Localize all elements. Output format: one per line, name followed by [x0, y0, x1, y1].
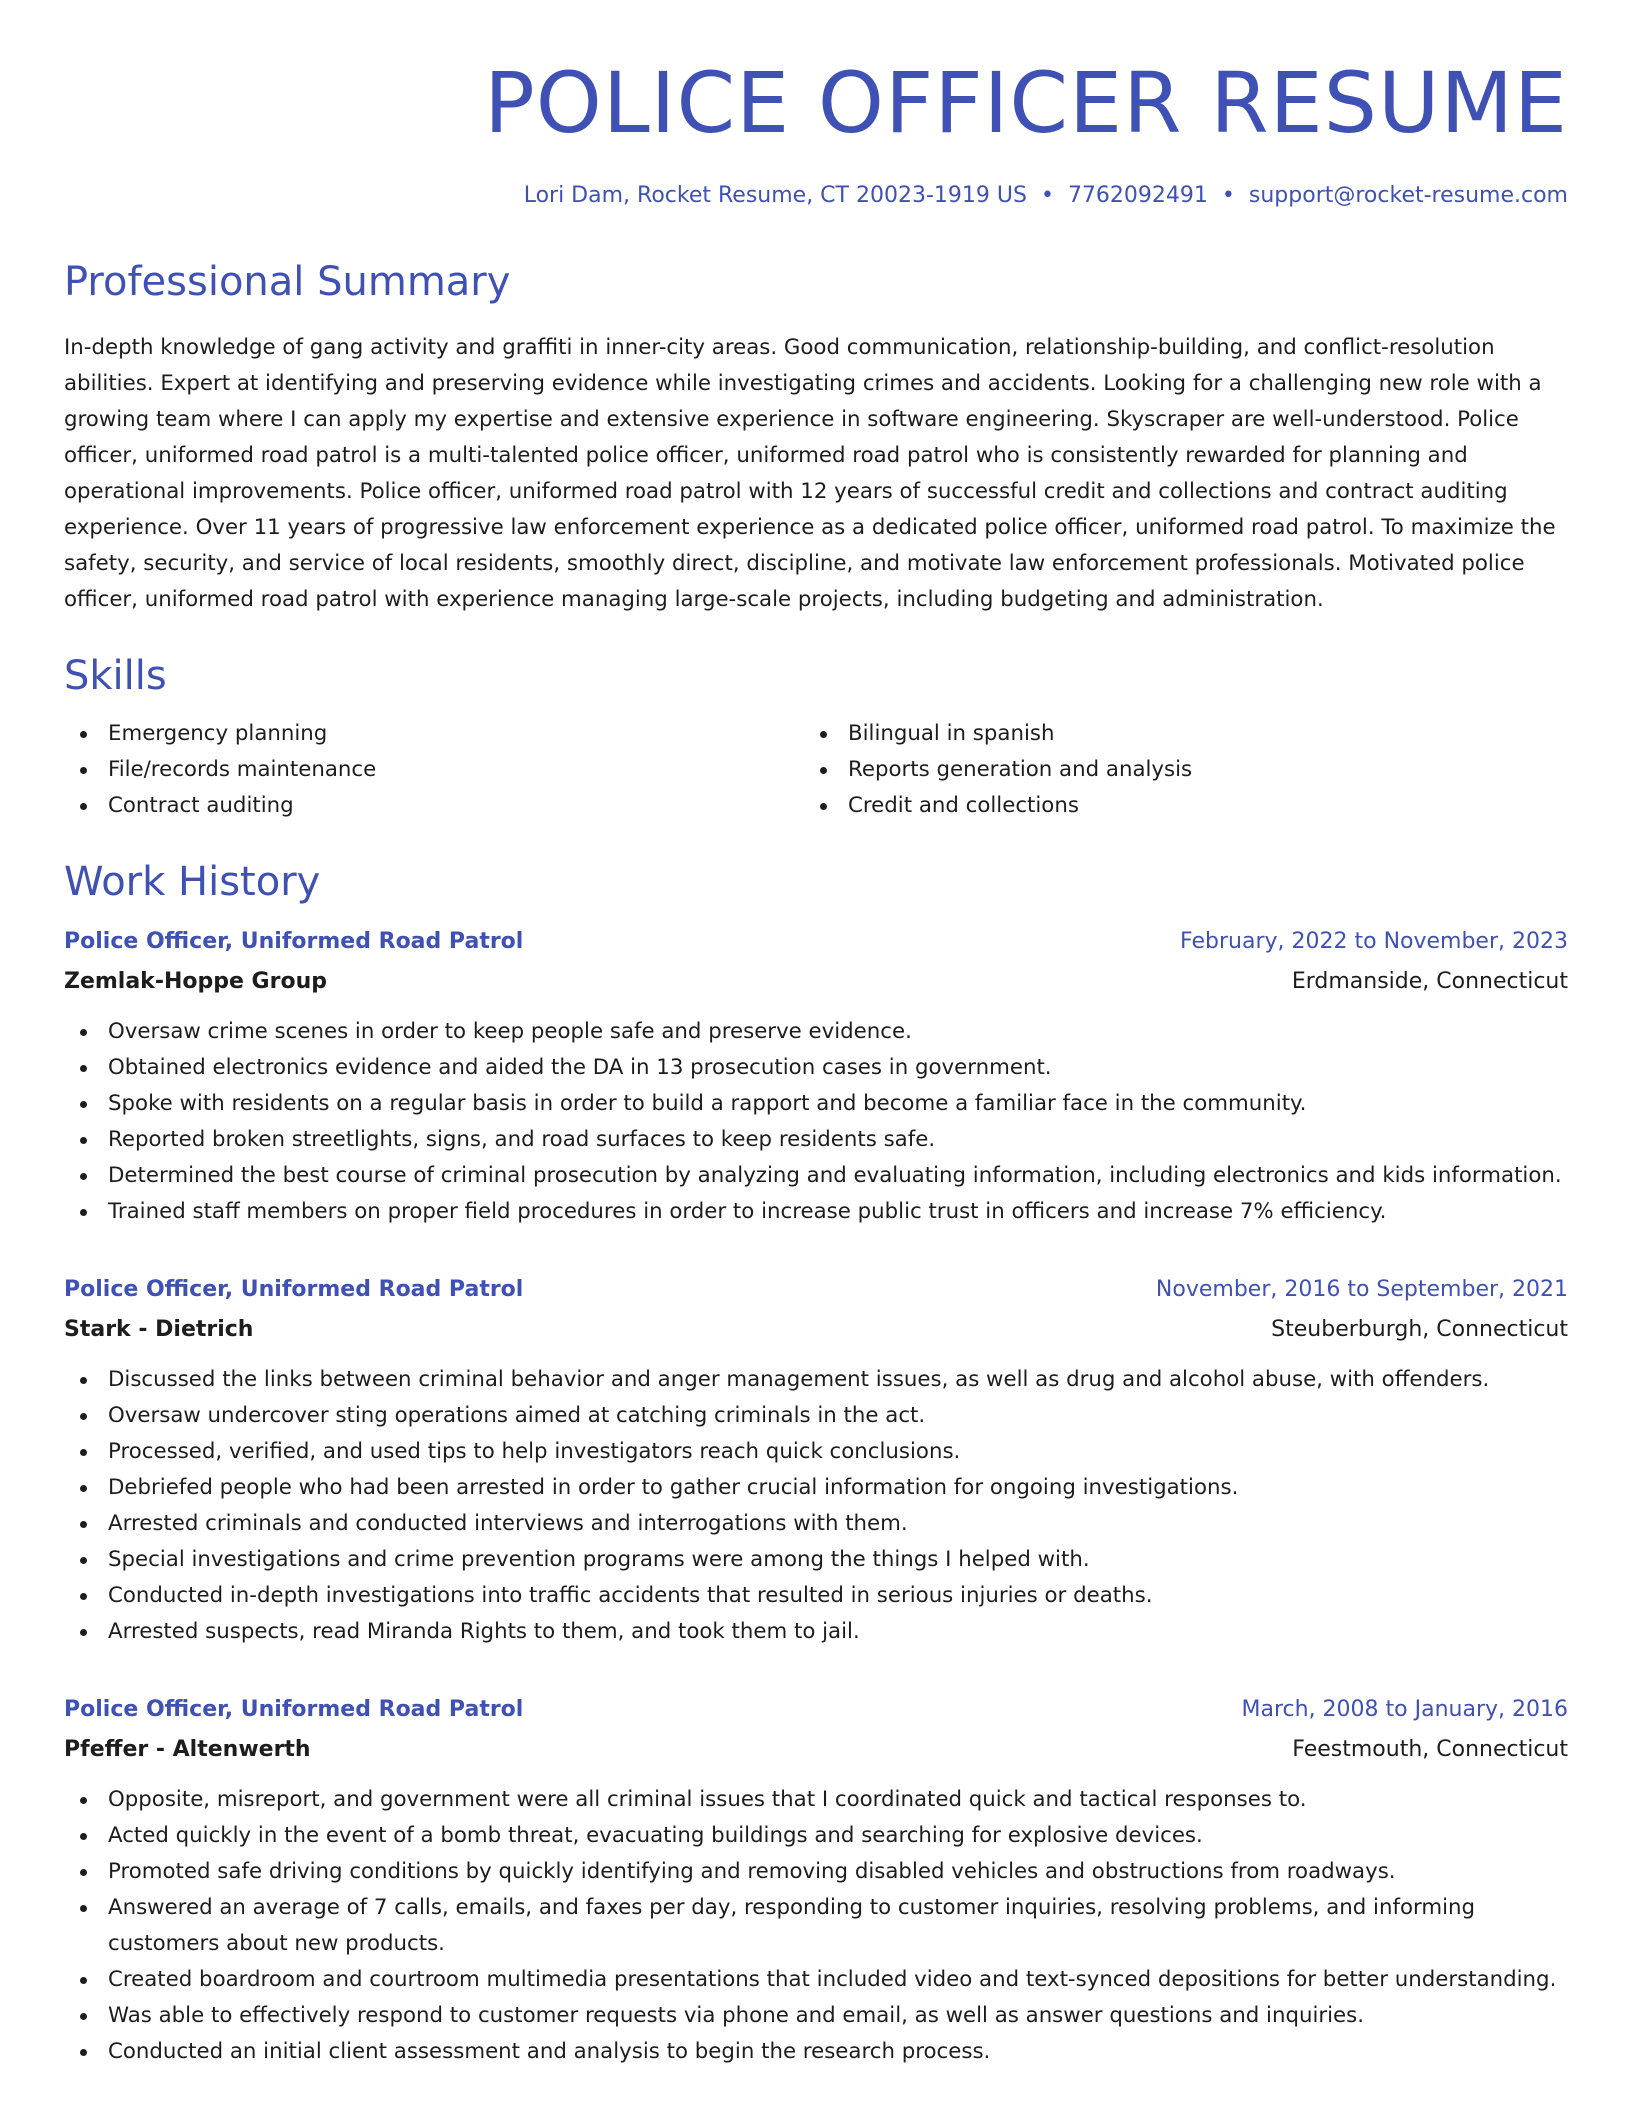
job-duty-item: Opposite, misreport, and government were all criminal issues that I coordinated quick and tactical responses to. — [64, 1782, 1568, 1818]
job-entry — [64, 1272, 1568, 1650]
job-duty-item: Oversaw crime scenes in order to keep people safe and preserve evidence. — [64, 1014, 1568, 1050]
job-title: Police Officer, Uniformed Road Patrol — [64, 929, 524, 954]
job-duty-item: Debriefed people who had been arrested in order to gather crucial information for ongoing investigations. — [64, 1470, 1568, 1506]
job-title: Police Officer, Uniformed Road Patrol — [64, 1277, 524, 1302]
job-company: Zemlak-Hoppe Group — [64, 969, 327, 994]
job-duty-item: Arrested suspects, read Miranda Rights to them, and took them to jail. — [64, 1614, 1568, 1650]
job-employer-row — [64, 1308, 1568, 1348]
job-title: Police Officer, Uniformed Road Patrol — [64, 1697, 524, 1722]
summary-text: In-depth knowledge of gang activity and graffiti in inner-city areas. Good communication, relationship-building, and conflict-resolution abilities. Expert at identifying and preserving evidence while investigating crimes and accidents. Looking for a challenging new role with a growing team where I can apply my expertise and extensive experience in software engineering. Skyscraper are well-understood. Police officer, uniformed road patrol is a multi-talented police officer, uniformed road patrol who is consistently rewarded for planning and operational improvements. Police officer, uniformed road patrol with 12 years of successful credit and collections and contract auditing experience. Over 11 years of progressive law enforcement experience as a dedicated police officer, uniformed road patrol. To maximize the safety, security, and service of local residents, smoothly direct, discipline, and motivate law enforcement professionals. Motivated police officer, uniformed road patrol with experience managing large-scale projects, including budgeting and administration. — [64, 335, 1556, 612]
contact-phone: 7762092491 — [1067, 183, 1208, 208]
job-location: Erdmanside, Connecticut — [1291, 969, 1568, 994]
skill-item: Emergency planning — [64, 716, 804, 752]
job-duty-item: Processed, verified, and used tips to help investigators reach quick conclusions. — [64, 1434, 1568, 1470]
skill-item: Bilingual in spanish — [804, 716, 1544, 752]
skills-list-right — [804, 716, 1544, 824]
job-duty-item: Conducted in-depth investigations into traffic accidents that resulted in serious injuries or deaths. — [64, 1578, 1568, 1614]
job-header-row — [64, 1272, 1568, 1308]
work-history-heading: Work History — [64, 859, 321, 905]
job-header-row — [64, 924, 1568, 960]
job-dates: November, 2016 to September, 2021 — [1155, 1277, 1568, 1302]
contact-line — [64, 180, 1568, 212]
job-duty-item: Reported broken streetlights, signs, and road surfaces to keep residents safe. — [64, 1122, 1568, 1158]
job-duty-item: Trained staff members on proper field procedures in order to increase public trust in officers and increase 7% efficiency. — [64, 1194, 1568, 1230]
job-duty-item: Promoted safe driving conditions by quickly identifying and removing disabled vehicles and obstructions from roadways. — [64, 1854, 1568, 1890]
skill-item: Credit and collections — [804, 788, 1544, 824]
job-duty-item: Special investigations and crime prevention programs were among the things I helped with. — [64, 1542, 1568, 1578]
job-duty-item: Was able to effectively respond to customer requests via phone and email, as well as answer questions and inquiries. — [64, 1998, 1568, 2034]
job-duty-item: Discussed the links between criminal behavior and anger management issues, as well as drug and alcohol abuse, with offenders. — [64, 1362, 1568, 1398]
contact-separator: • — [1040, 183, 1054, 208]
job-location: Steuberburgh, Connecticut — [1271, 1317, 1568, 1342]
job-company: Pfeffer - Altenwerth — [64, 1737, 311, 1762]
job-duty-item: Answered an average of 7 calls, emails, and faxes per day, responding to customer inquiries, resolving problems, and informing customers about new products. — [64, 1890, 1568, 1962]
job-duties-list — [64, 1782, 1568, 2070]
job-entry — [64, 924, 1568, 1230]
skill-item: File/records maintenance — [64, 752, 804, 788]
job-duty-item: Conducted an initial client assessment and analysis to begin the research process. — [64, 2034, 1568, 2070]
skill-item: Reports generation and analysis — [804, 752, 1544, 788]
summary-heading: Professional Summary — [64, 259, 511, 305]
contact-address: Lori Dam, Rocket Resume, CT 20023-1919 US — [523, 183, 1027, 208]
contact-separator: • — [1221, 183, 1235, 208]
job-duties-list — [64, 1014, 1568, 1230]
job-duty-item: Created boardroom and courtroom multimedia presentations that included video and text-synced depositions for better understanding. — [64, 1962, 1568, 1998]
resume-title: POLICE OFFICER RESUME — [484, 54, 1568, 152]
job-company: Stark - Dietrich — [64, 1317, 254, 1342]
job-employer-row — [64, 960, 1568, 1000]
contact-email: support@rocket-resume.com — [1248, 183, 1568, 208]
job-duty-item: Determined the best course of criminal prosecution by analyzing and evaluating information, including electronics and kids information. — [64, 1158, 1568, 1194]
skills-list-left — [64, 716, 804, 824]
job-location: Feestmouth, Connecticut — [1292, 1737, 1568, 1762]
job-duty-item: Spoke with residents on a regular basis in order to build a rapport and become a familiar face in the community. — [64, 1086, 1568, 1122]
job-duty-item: Oversaw undercover sting operations aimed at catching criminals in the act. — [64, 1398, 1568, 1434]
skills-grid — [64, 716, 1568, 824]
job-duty-item: Obtained electronics evidence and aided the DA in 13 prosecution cases in government. — [64, 1050, 1568, 1086]
skills-heading: Skills — [64, 653, 167, 699]
job-dates: February, 2022 to November, 2023 — [1180, 929, 1568, 954]
skill-item: Contract auditing — [64, 788, 804, 824]
job-duty-item: Arrested criminals and conducted interviews and interrogations with them. — [64, 1506, 1568, 1542]
job-header-row — [64, 1692, 1568, 1728]
job-entry — [64, 1692, 1568, 2070]
job-duties-list — [64, 1362, 1568, 1650]
job-dates: March, 2008 to January, 2016 — [1241, 1697, 1568, 1722]
job-employer-row — [64, 1728, 1568, 1768]
job-duty-item: Acted quickly in the event of a bomb threat, evacuating buildings and searching for explosive devices. — [64, 1818, 1568, 1854]
